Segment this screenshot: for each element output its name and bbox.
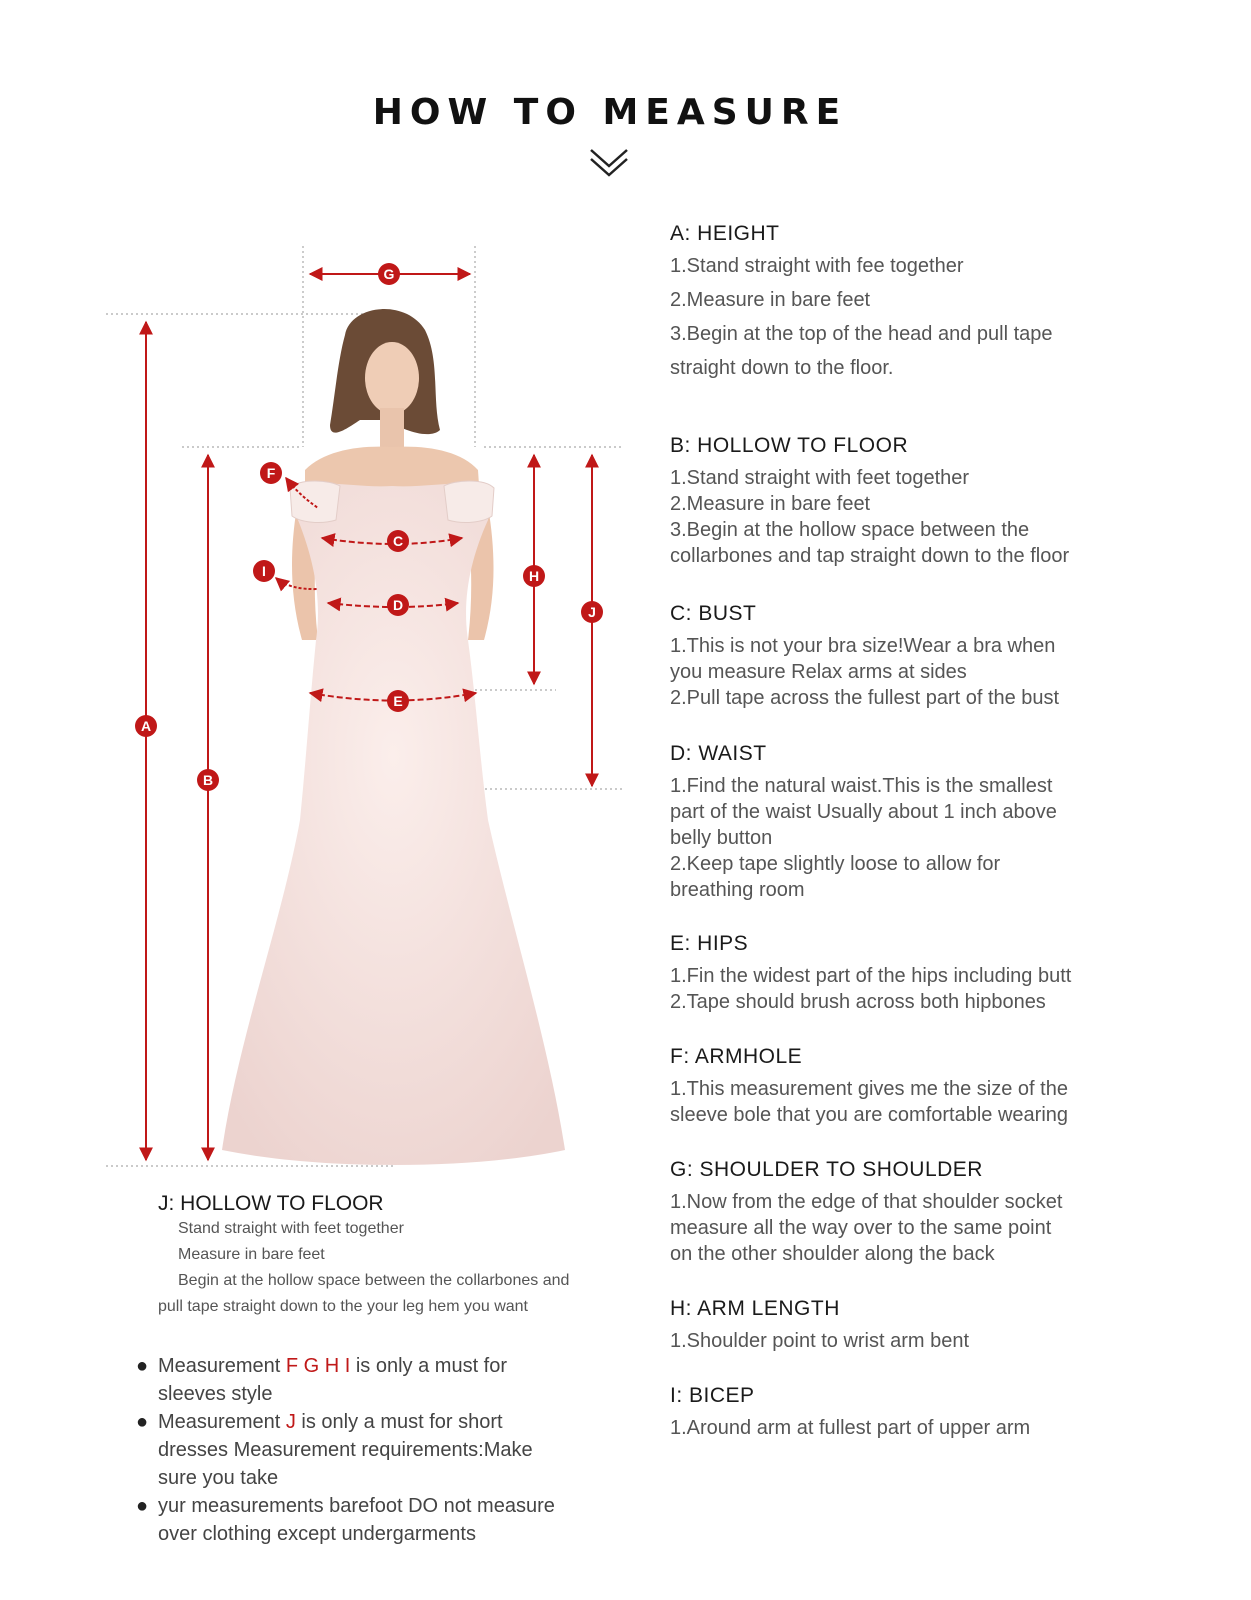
marker-a [135,715,157,737]
section-line: 2.Pull tape across the fullest part of the bust [670,687,1060,709]
section-heading: I: BICEP [670,1384,755,1407]
section-line: you measure Relax arms at sides [670,661,967,683]
note-item [136,1408,606,1492]
section-hollow-to-floor [670,434,1230,568]
note-text: Measurement [158,1411,286,1433]
j-line: Begin at the hollow space between the collarbones and [178,1272,570,1289]
section-line: sleeve bole that you are comfortable wearing [670,1104,1069,1126]
marker-h [523,565,545,587]
j-heading: J: HOLLOW TO FLOOR [158,1192,384,1215]
section-heading: G: SHOULDER TO SHOULDER [670,1158,983,1181]
marker-g [378,263,400,285]
svg-text:I: I [262,563,266,579]
section-line: 1.This measurement gives me the size of the [670,1078,1068,1100]
section-line: measure all the way over to the same point [670,1217,1052,1239]
section-line: breathing room [670,879,805,901]
note-highlight: F G H I [285,1355,351,1377]
section-heading: D: WAIST [670,742,767,765]
section-line: 1.Fin the widest part of the hips including butt [670,965,1072,987]
notes-list [136,1352,606,1548]
svg-text:F: F [266,465,276,481]
bullet-icon: ● [136,1355,149,1377]
svg-text:G: G [383,266,395,282]
section-line: 1.Stand straight with fee together [670,255,964,277]
section-line: 1.Find the natural waist.This is the smallest [670,775,1053,797]
section-hips [670,932,1230,1014]
note-text: is only a must for short [295,1411,503,1433]
note-text: Measurement [158,1355,286,1377]
svg-text:J: J [588,604,596,620]
section-bicep [670,1384,1230,1440]
section-line: 1.Around arm at fullest part of upper arm [670,1417,1031,1439]
section-shoulder [670,1158,1230,1266]
marker-f [260,462,282,484]
marker-j [581,601,603,623]
note-text: dresses Measurement requirements:Make [158,1439,533,1461]
marker-b [197,769,219,791]
svg-text:E: E [393,693,403,709]
section-heading: E: HIPS [670,932,749,955]
section-heading: A: HEIGHT [670,222,780,245]
j-line: Measure in bare feet [178,1246,325,1263]
note-text: sleeves style [158,1383,273,1405]
marker-i [253,560,275,582]
note-text: over clothing except undergarments [158,1523,476,1545]
j-line: Stand straight with feet together [178,1220,404,1237]
note-text: yur measurements barefoot DO not measure [158,1495,555,1517]
section-heading: F: ARMHOLE [670,1045,803,1068]
note-item [136,1352,606,1408]
section-line: 1.Now from the edge of that shoulder socket [670,1191,1063,1213]
note-highlight: J [285,1411,296,1433]
j-line: pull tape straight down to the your leg hem you want [158,1298,528,1315]
svg-text:C: C [392,533,404,549]
svg-text:D: D [392,597,404,613]
svg-text:H: H [528,568,540,584]
note-text: sure you take [158,1467,279,1489]
section-line: belly button [670,827,773,849]
section-line: 1.Stand straight with feet together [670,467,970,489]
bullet-icon: ● [136,1411,149,1433]
section-heading: B: HOLLOW TO FLOOR [670,434,909,457]
section-line: 2.Keep tape slightly loose to allow for [670,853,1001,875]
section-armhole [670,1045,1230,1127]
j-hollow-to-floor [158,1192,618,1320]
measurement-diagram [0,0,640,1170]
marker-d [387,594,409,616]
section-waist [670,742,1230,902]
marker-e [387,690,409,712]
section-height [670,222,1230,380]
section-bust [670,602,1230,710]
note-item [136,1492,606,1548]
section-heading: H: ARM LENGTH [670,1297,840,1320]
svg-text:A: A [140,718,152,734]
section-line: 3.Begin at the hollow space between the [670,519,1030,541]
section-arm-length [670,1297,1230,1353]
section-line: straight down to the floor. [670,357,894,379]
page-title: HOW TO MEASURE [372,92,848,133]
section-line: 2.Measure in bare feet [670,289,871,311]
note-text: is only a must for [350,1355,508,1377]
section-line: 2.Tape should brush across both hipbones [670,991,1046,1013]
model-figure [222,309,565,1165]
section-line: collarbones and tap straight down to the floor [670,545,1070,567]
section-line: 2.Measure in bare feet [670,493,871,515]
section-heading: C: BUST [670,602,757,625]
section-line: 1.This is not your bra size!Wear a bra when [670,635,1056,657]
section-line: part of the waist Usually about 1 inch above [670,801,1057,823]
svg-text:B: B [202,772,214,788]
marker-c [387,530,409,552]
section-line: 1.Shoulder point to wrist arm bent [670,1330,970,1352]
section-line: on the other shoulder along the back [670,1243,995,1265]
bullet-icon: ● [136,1495,149,1517]
section-line: 3.Begin at the top of the head and pull tape [670,323,1053,345]
